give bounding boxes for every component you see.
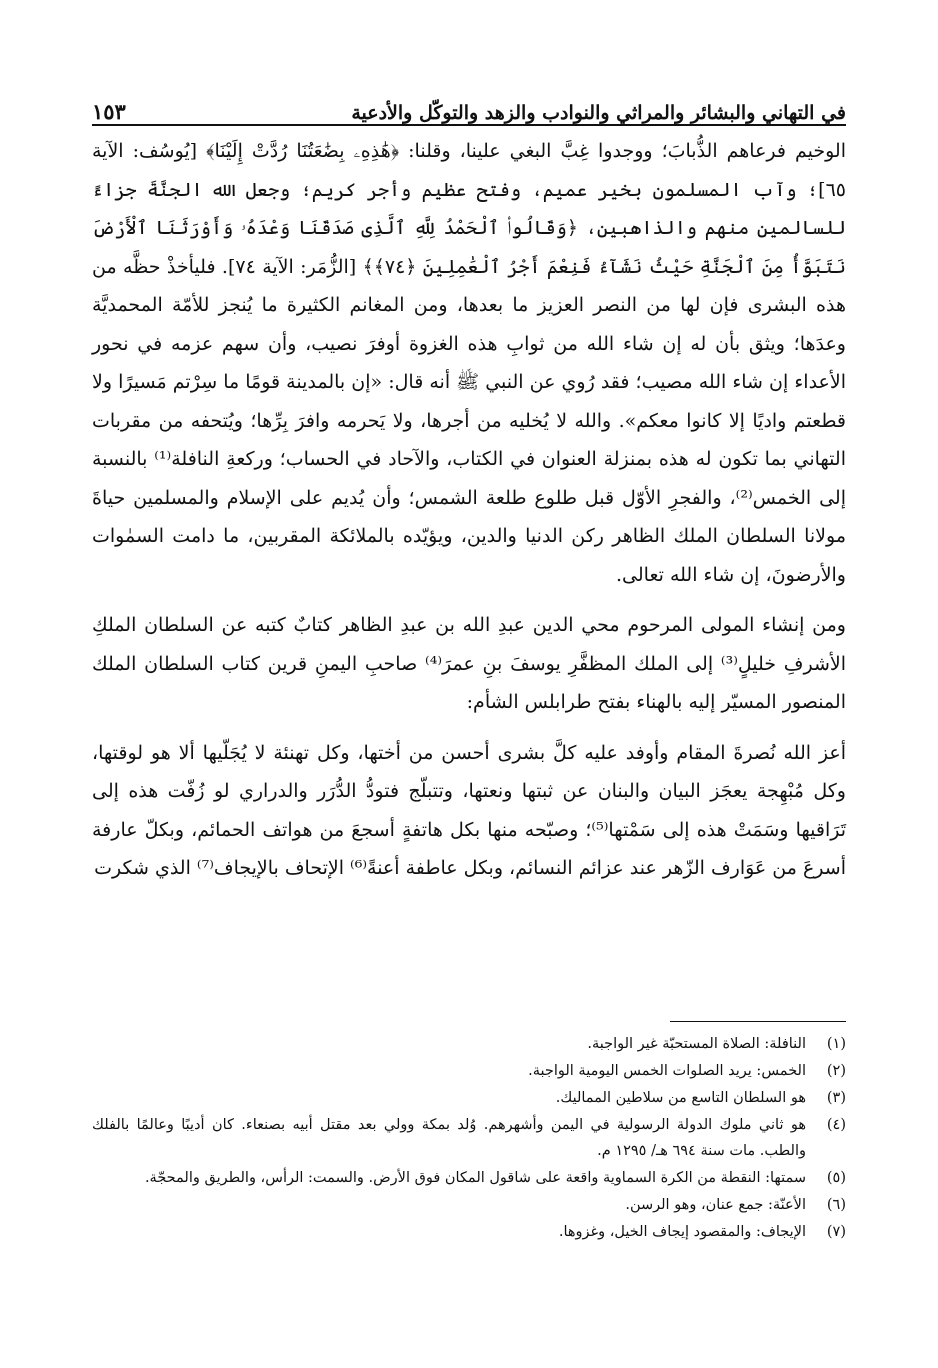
footnote [92, 1165, 846, 1191]
footnote-text: الخمس: يريد الصلوات الخمس اليومية الواجبة. [528, 1063, 806, 1079]
footnote-number: (٧) [826, 1224, 846, 1240]
running-title: في التهاني والبشائر والمراثي والنوادب والزهد والتوكّل والأدعية [351, 102, 846, 124]
footnote-separator [670, 1021, 846, 1022]
footnote-text: النافلة: الصلاة المستحبّة غير الواجبة. [587, 1036, 806, 1052]
footnote-text: هو ثاني ملوك الدولة الرسولية في اليمن وأشهرهم. وُلد بمكة وولي بعد مقتل أبيه بصنعاء. كان أديبًا وعالمًا بالفلك والطب. مات سنة ٦٩٤ هـ/ ١٢٩٥ م. [92, 1117, 806, 1159]
footnote [92, 1112, 846, 1164]
footnote [92, 1085, 846, 1111]
footnote [92, 1031, 846, 1057]
footnote [92, 1058, 846, 1084]
footnote [92, 1192, 846, 1218]
paragraph: الوخيم فرعاهم الذُّبابَ؛ ووجدوا غِبَّ البغي علينا، وقلنا: ﴿هَٰذِهِۦ بِضَٰعَتُنَا رُدَّتْ إِلَيْنَا﴾ [يُوسُف: الآية ٦٥]؛ وآب المسلمون بخير عميم، وفتح عظيم وأجر كريم؛ وجعل الله الجنَّةَ جزاءً للسالمين منهم والذاهبين، ﴿وَقَالُوا۟ ٱلْحَمْدُ لِلَّهِ ٱلَّذِى صَدَقَنَا وَعْدَهُۥ وَأَوْرَثَنَا ٱلْأَرْضَ نَتَبَوَّأُ مِنَ ٱلْجَنَّةِ حَيْثُ نَشَآءُ فَنِعْمَ أَجْرُ ٱلْعَٰمِلِينَ ﴿٧٤﴾﴾ [الزُّمَر: الآية ٧٤]. فليأخذْ حظَّه من هذه البشرى فإن لها من النصر العزيز ما بعدها، ومن المغانم الكثيرة ما يُنجز للأمّة المحمديَّة وعدَها؛ ويثق بأن له إن شاء الله من ثوابِ هذه الغزوة أوفرَ نصيب، وأن سهم عزمه في نحور الأعداء إن شاء الله مصيب؛ فقد رُوي عن النبي ﷺ أنه قال: «إن بالمدينة قومًا ما سِرْتم مَسيرًا ولا قطعتم واديًا إلا كانوا معكم». والله لا يُخليه من أجرها، ولا يَحرمه وافرَ بِرِّها؛ ويُتحفه من مقربات التهاني بما تكون له هذه بمنزلة العنوان في الكتاب، والآحاد في الحساب؛ وركعةِ النافلة⁽¹⁾ بالنسبة إلى الخمس⁽²⁾، والفجرِ الأوّل قبل طلوع طلعة الشمس؛ وأن يُديم على الإسلام والمسلمين حياةَ مولانا السلطان الملك الظاهر ركن الدنيا والدين، ويؤيّده بالملائكة المقربين، ما دامت السمٰوات والأرضونَ، إن شاء الله تعالى. [92, 140, 847, 586]
footnote-text: الأعنّة: جمع عنان، وهو الرسن. [625, 1197, 806, 1213]
header-rule [92, 124, 846, 126]
footnote-number: (١) [826, 1036, 846, 1052]
footnote-number: (٦) [826, 1197, 846, 1213]
footnotes [92, 1031, 846, 1246]
main-text [92, 132, 846, 888]
footnote-text: هو السلطان التاسع من سلاطين المماليك. [555, 1090, 806, 1106]
footnote-text: الإيجاف: والمقصود إيجاف الخيل، وغزوها. [558, 1224, 806, 1240]
footnote [92, 1219, 846, 1245]
page-header [92, 84, 846, 124]
footnote-number: (٣) [826, 1090, 846, 1106]
footnote-number: (٥) [826, 1170, 846, 1186]
page-number: ١٥٣ [92, 99, 126, 124]
footnote-number: (٤) [826, 1117, 846, 1133]
footnote-number: (٢) [826, 1063, 846, 1079]
footnote-text: سمتها: النقطة من الكرة السماوية واقعة على شاقول المكان فوق الأرض. والسمت: الرأس، والطريق والمحجّة. [144, 1170, 806, 1186]
paragraph: ومن إنشاء المولى المرحوم محي الدين عبدِ الله بن عبدِ الظاهر كتابٌ كتبه عن السلطان الملكِ الأشرفِ خليلٍ⁽³⁾ إلى الملك المظفَّرِ يوسفَ بنِ عمرَ⁽⁴⁾ صاحبِ اليمنِ قرين كتاب السلطان الملك المنصور المسيّر إليه بالهناء بفتح طرابلس الشأم: [92, 614, 847, 713]
paragraph: أعز الله نُصرةَ المقام وأوفد عليه كلَّ بشرى أحسن من أختها، وكل تهنئة لا يُجَلّيها ألا هو لوقتها، وكل مُبْهِجة يعجَز البيان والبنان عن ثبتها ونعتها، وتتبلّج فتودُّ الدُّرَر والدراري لو زُفّت هذه إلى تَرَاقيها وسَمَتْ هذه إلى سَمْتها⁽⁵⁾؛ وصبّحه منها بكل هاتفةٍ أسجعَ من هواتف الحمائم، وبكلّ عارفة أسرعَ من عَوَارف الزّهر عند عزائم النسائم، وبكل عاطفة أعنةً⁽⁶⁾ الإتحاف بالإيجاف⁽⁷⁾ الذي شكرت [92, 741, 846, 879]
